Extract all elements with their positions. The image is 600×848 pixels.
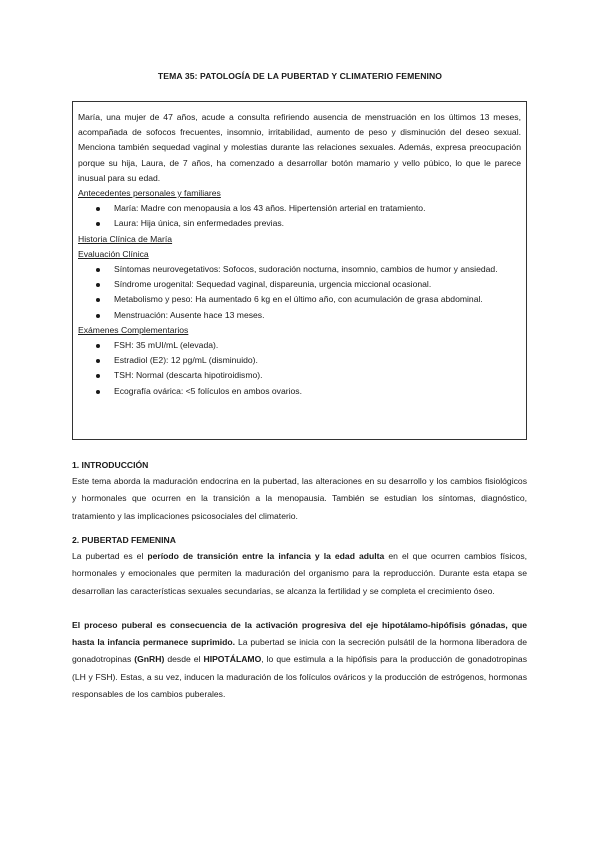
case-intro: María, una mujer de 47 años, acude a consulta refiriendo ausencia de menstruación en los últimos 13 meses, acompañada de sofocos frecuentes, insomnio, irritabilidad, aumento de peso y disminución del deseo sexual. Menciona también sequedad vaginal y molestias durante las relaciones sexuales. Además, expresa preocupación porque su hija, Laura, de 7 años, ha comenzado a desarrollar botón mamario y vello púbico, lo que le parece inusual para su edad. [78, 112, 521, 183]
list-item: TSH: Normal (descarta hipotiroidismo). [78, 368, 521, 383]
section-paragraph: El proceso puberal es consecuencia de la activación progresiva del eje hipotálamo-hipófisis gónadas, que hasta la infancia permanece suprimido. La pubertad se inicia con la secreción pulsátil de la hormona liberadora de gonadotropinas (GnRH) desde el HIPOTÁLAMO, lo que estimula a la hipófisis para la producción de gonadotropinas (LH y FSH). Estas, a su vez, inducen la maduración de los folículos ováricos y la producción de estrógenos, hormonas responsables de los cambios puberales. [72, 619, 528, 700]
list-item: Metabolismo y peso: Ha aumentado 6 kg en el último año, con acumulación de grasa abdominal. [78, 292, 521, 307]
list-item: Estradiol (E2): 12 pg/mL (disminuido). [78, 353, 521, 368]
examenes-list [78, 338, 521, 399]
antecedentes-list [78, 201, 521, 231]
list-item: Ecografía ovárica: <5 folículos en ambos ovarios. [78, 384, 521, 399]
clinical-case-box [72, 101, 527, 440]
examenes-heading: Exámenes Complementarios [78, 324, 189, 335]
section-paragraph: Este tema aborda la maduración endocrina en la pubertad, las alteraciones en su desarrollo y los cambios fisiológicos y hormonales que ocurren en la transición a la menopausia. También se estudian los síntomas, diagnóstico, tratamiento y las implicaciones psicosociales del climaterio. [72, 476, 527, 521]
section-introduccion [72, 458, 527, 525]
list-item: María: Madre con menopausia a los 43 años. Hipertensión arterial en tratamiento. [78, 201, 521, 216]
evaluacion-list [78, 262, 521, 323]
evaluacion-heading: Evaluación Clínica [78, 248, 149, 259]
section-heading: 1. INTRODUCCIÓN [72, 460, 149, 470]
historia-heading: Historia Clínica de María [78, 233, 173, 244]
list-item: Síndrome urogenital: Sequedad vaginal, dispareunia, urgencia miccional ocasional. [78, 277, 521, 292]
section-paragraph: La pubertad es el período de transición entre la infancia y la edad adulta en el que ocurren cambios físicos, hormonales y emocionales que permiten la maduración del organismo para la reproducción. Durante esta etapa se desarrollan las características sexuales secundarias, se alcanza la fertilidad y se completa el crecimiento óseo. [72, 551, 527, 596]
list-item: Síntomas neurovegetativos: Sofocos, sudoración nocturna, insomnio, cambios de humor y ansiedad. [78, 262, 521, 277]
antecedentes-heading: Antecedentes personales y familiares [78, 188, 221, 199]
list-item: Menstruación: Ausente hace 13 meses. [78, 308, 521, 323]
document-title: TEMA 35: PATOLOGÍA DE LA PUBERTAD Y CLIMATERIO FEMENINO [157, 71, 443, 81]
section-heading: 2. PUBERTAD FEMENINA [72, 535, 176, 545]
section-pubertad [72, 533, 527, 703]
list-item: Laura: Hija única, sin enfermedades previas. [78, 216, 521, 231]
list-item: FSH: 35 mUI/mL (elevada). [78, 338, 521, 353]
